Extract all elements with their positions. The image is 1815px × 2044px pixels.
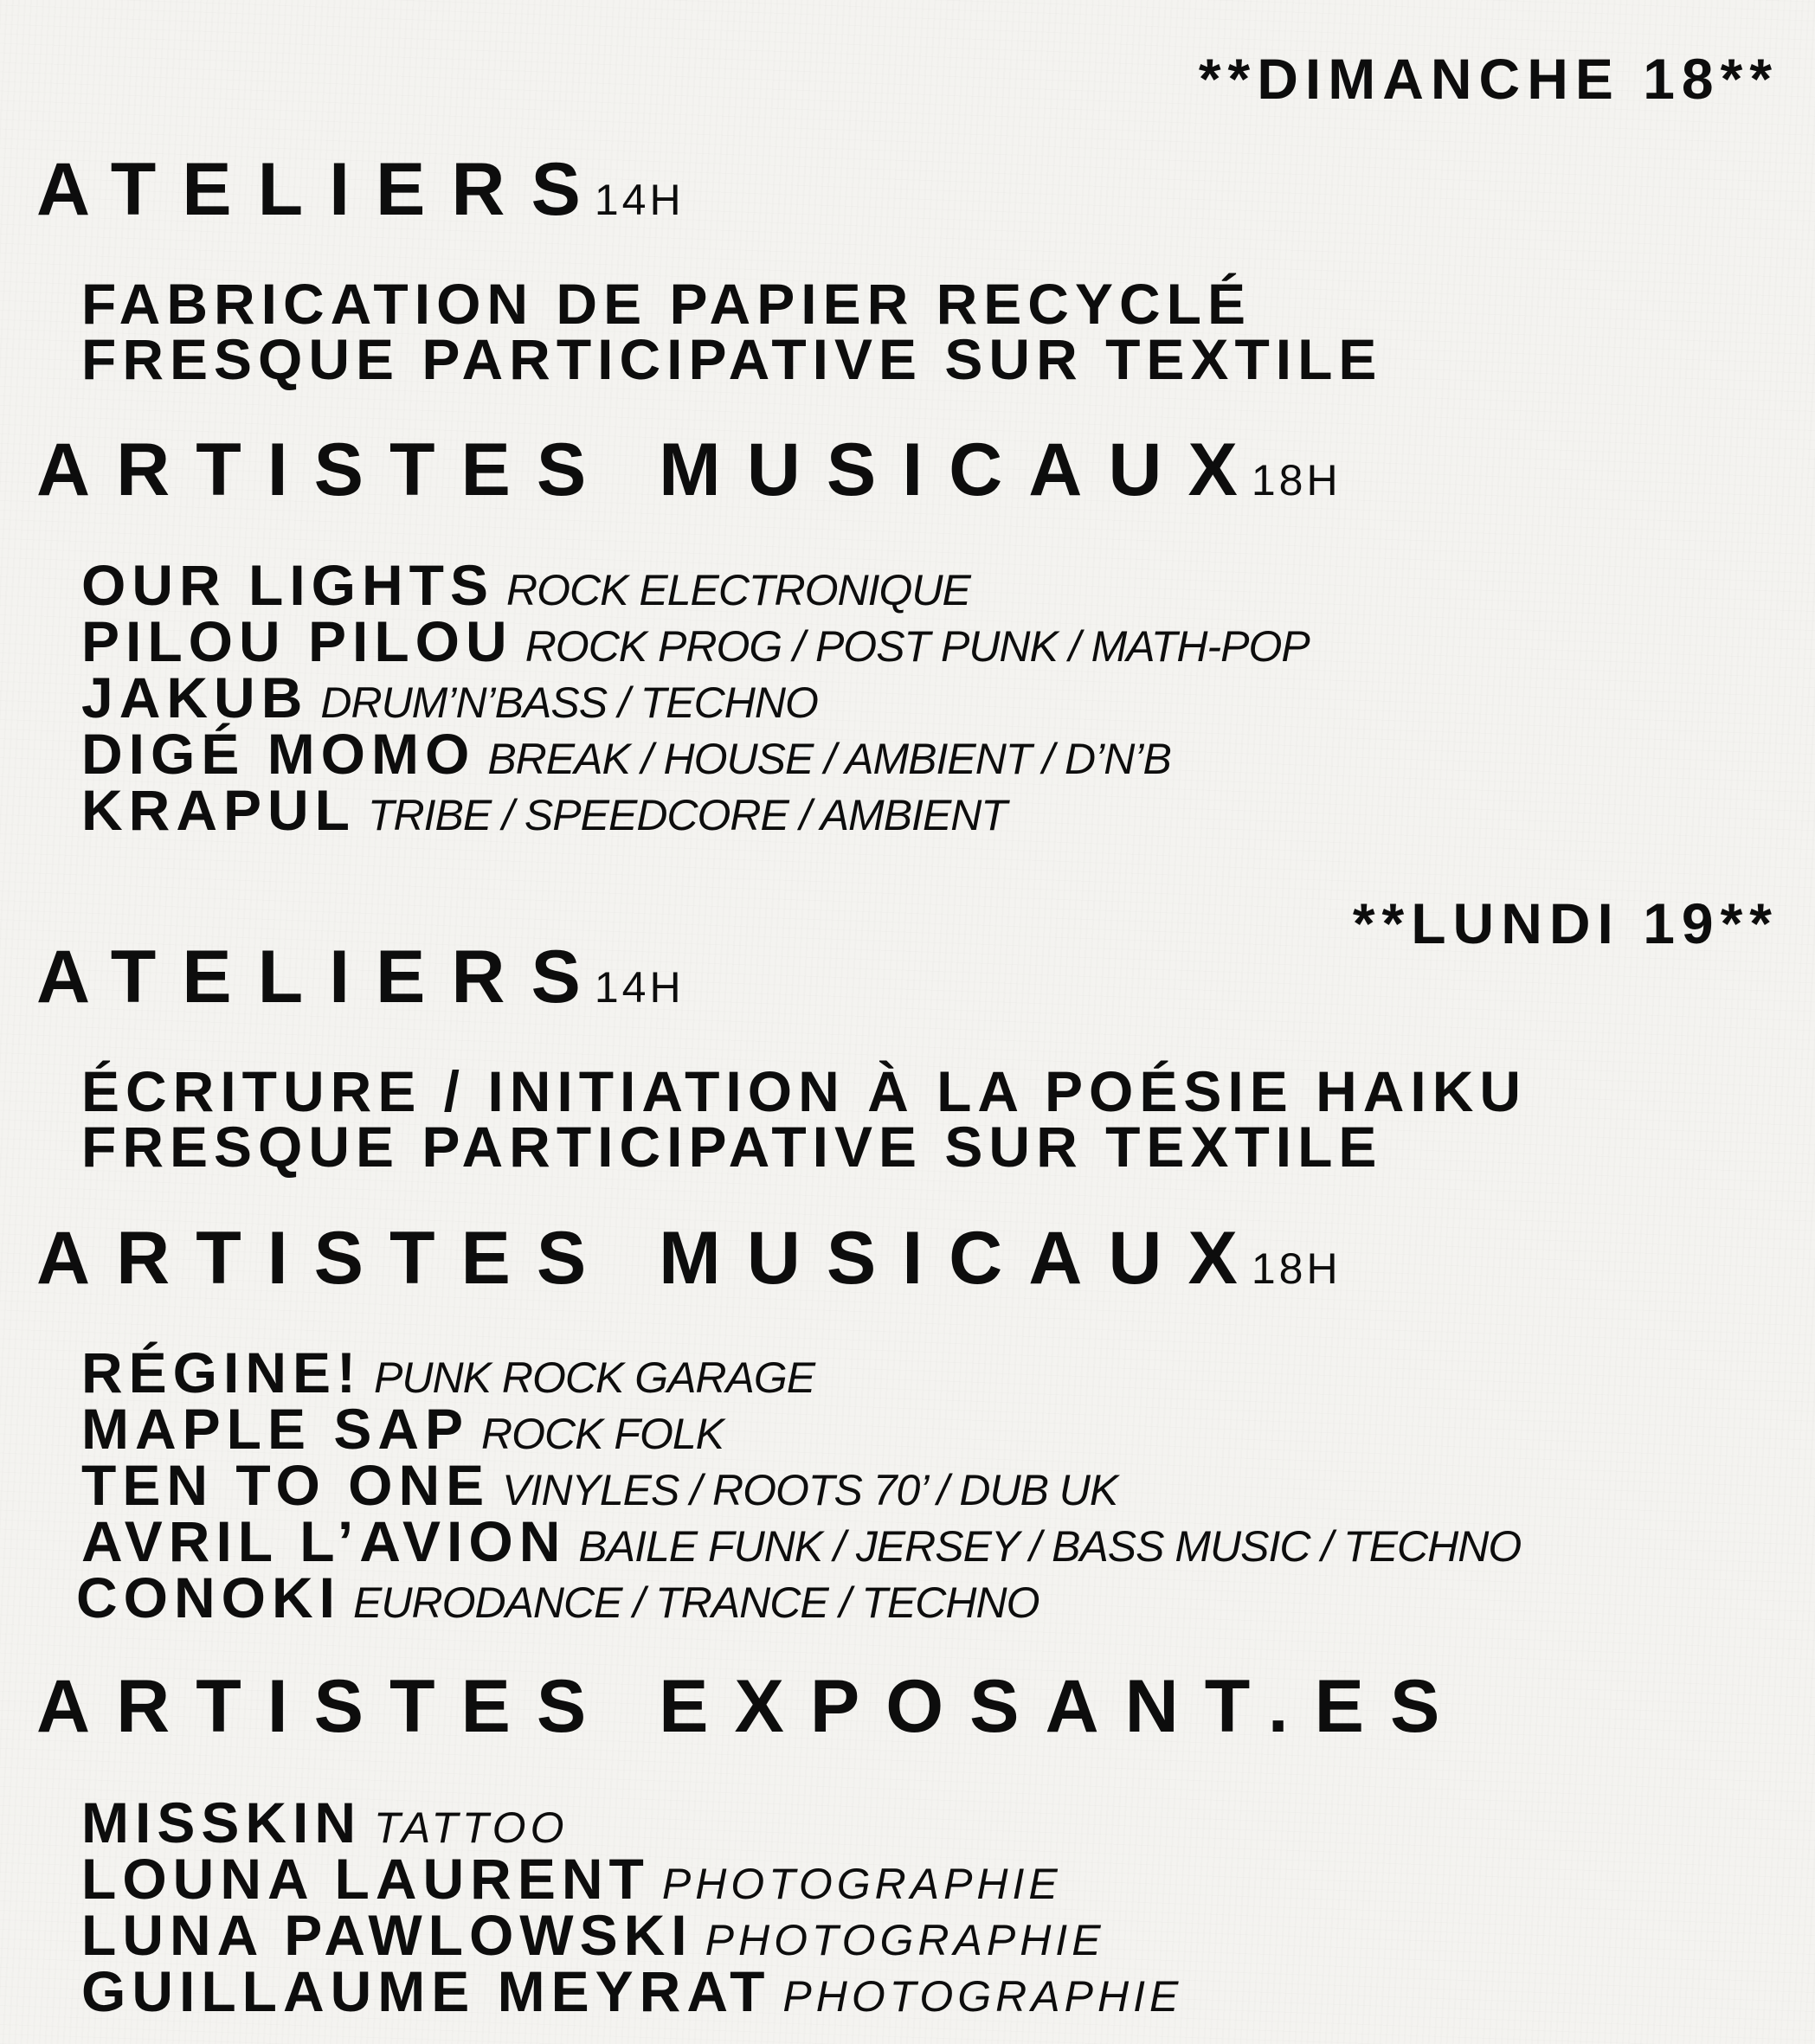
section-heading-musicians-sunday (36, 428, 1342, 511)
artist-genre: PUNK ROCK GARAGE (374, 1353, 815, 1402)
exhibitor-entry (81, 1847, 1062, 1911)
exhibitor-entry (81, 1959, 1183, 2023)
artist-entry (81, 1340, 815, 1404)
artist-entry (81, 778, 1007, 842)
atelier-item: FABRICATION DE PAPIER RECYCLÉ (81, 272, 1252, 336)
artist-name: KRAPUL (81, 778, 356, 842)
section-heading-ateliers-monday (36, 935, 685, 1019)
artist-genre: DRUM’N’BASS / TECHNO (320, 678, 818, 727)
exhibitor-entry (81, 1903, 1105, 1967)
artist-name: TEN TO ONE (81, 1453, 491, 1517)
exhibitor-discipline: PHOTOGRAPHIE (705, 1916, 1105, 1964)
exhibitor-name: MISSKIN (81, 1790, 363, 1854)
exhibitor-name: LUNA PAWLOWSKI (81, 1903, 693, 1967)
exhibitor-discipline: PHOTOGRAPHIE (782, 1972, 1183, 2021)
section-heading-ateliers-sunday (36, 148, 685, 231)
artist-entry (81, 1509, 1522, 1573)
section-heading-exhibitors (36, 1665, 1466, 1748)
heading-time: 14H (594, 963, 685, 1012)
artist-genre: BREAK / HOUSE / AMBIENT / D’N’B (487, 735, 1171, 783)
artist-genre: VINYLES / ROOTS 70’ / DUB UK (502, 1466, 1118, 1514)
artist-name: DIGÉ MOMO (81, 722, 476, 786)
artist-genre: ROCK ELECTRONIQUE (506, 566, 970, 614)
exhibitor-name: GUILLAUME MEYRAT (81, 1959, 771, 2023)
exhibitor-discipline: TATTOO (374, 1803, 569, 1852)
artist-genre: ROCK FOLK (481, 1410, 724, 1458)
artist-genre: ROCK PROG / POST PUNK / MATH-POP (525, 622, 1310, 671)
atelier-item: FRESQUE PARTICIPATIVE SUR TEXTILE (81, 1115, 1383, 1179)
artist-entry (81, 553, 970, 617)
artist-entry (81, 609, 1310, 673)
artist-name: JAKUB (81, 665, 309, 730)
artist-name: OUR LIGHTS (81, 553, 494, 617)
atelier-item: ÉCRITURE / INITIATION À LA POÉSIE HAIKU (81, 1059, 1528, 1123)
heading-title: ARTISTES EXPOSANT.ES (36, 1665, 1466, 1748)
artist-name: AVRIL L’AVION (81, 1509, 567, 1573)
heading-title: ATELIERS (36, 935, 607, 1019)
artist-entry (81, 1397, 724, 1461)
artist-name: MAPLE SAP (81, 1397, 470, 1461)
heading-title: ARTISTES MUSICAUX (36, 1217, 1264, 1300)
artist-genre: BAILE FUNK / JERSEY / BASS MUSIC / TECHNO (578, 1522, 1522, 1571)
day-monday: **LUNDI 19** (1352, 891, 1779, 955)
artist-entry (81, 722, 1171, 786)
artist-name: RÉGINE! (81, 1340, 363, 1404)
artist-entry (81, 1453, 1118, 1517)
artist-genre: TRIBE / SPEEDCORE / AMBIENT (368, 791, 1007, 839)
heading-time: 18H (1251, 1244, 1342, 1293)
artist-name: PILOU PILOU (81, 609, 513, 673)
artist-entry (81, 665, 818, 730)
exhibitor-entry (81, 1790, 569, 1854)
heading-time: 14H (594, 176, 685, 224)
heading-title: ARTISTES MUSICAUX (36, 428, 1264, 511)
artist-entry (76, 1565, 1039, 1629)
heading-time: 18H (1251, 456, 1342, 505)
exhibitor-discipline: PHOTOGRAPHIE (661, 1860, 1062, 1908)
day-sunday: **DIMANCHE 18** (1198, 47, 1779, 111)
heading-title: ATELIERS (36, 148, 607, 231)
atelier-item: FRESQUE PARTICIPATIVE SUR TEXTILE (81, 327, 1383, 391)
artist-genre: EURODANCE / TRANCE / TECHNO (353, 1578, 1039, 1627)
exhibitor-name: LOUNA LAURENT (81, 1847, 650, 1911)
artist-name: CONOKI (76, 1565, 341, 1629)
section-heading-musicians-monday (36, 1217, 1342, 1300)
